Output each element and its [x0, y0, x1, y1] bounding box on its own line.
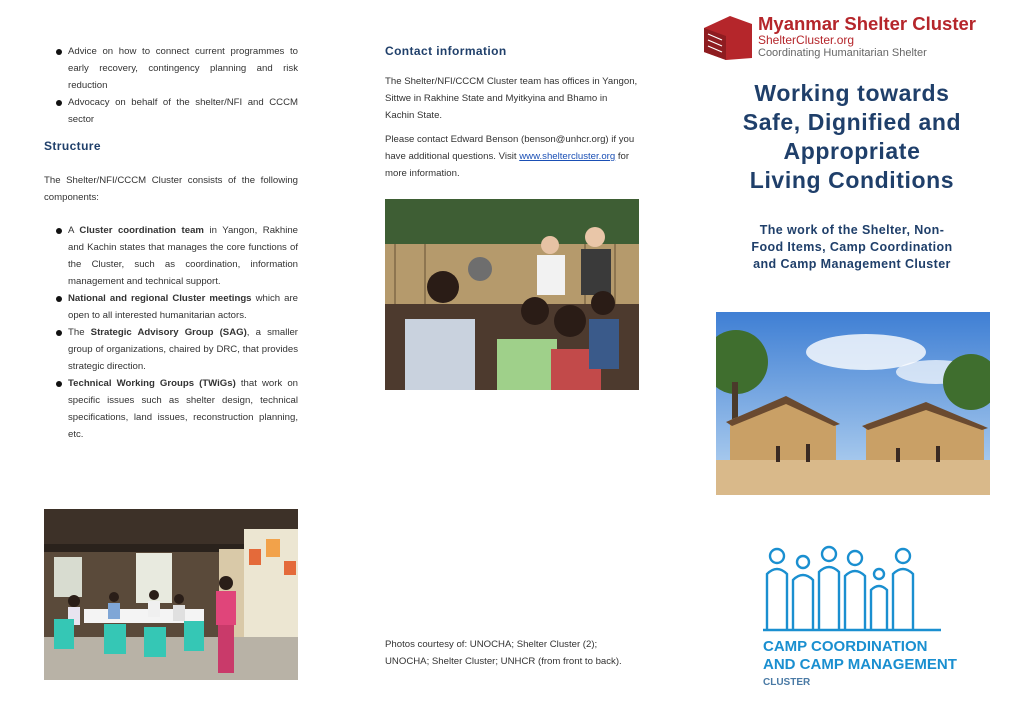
list-item: A Cluster coordination team in Yangon, Rakhine and Kachin states that manages the core functions of the Cluster, such as coordination, information management and technical support.: [44, 222, 298, 290]
structure-intro: The Shelter/NFI/CCCM Cluster consists of the following components:: [44, 175, 298, 203]
list-item: National and regional Cluster meetings which are open to all interested humanitarian actors.: [44, 290, 298, 324]
subtitle: The work of the Shelter, Non- Food Items, Camp Coordination and Camp Management Cluster: [751, 223, 953, 271]
advice-list: [44, 43, 298, 128]
structure-heading: Structure: [44, 139, 101, 153]
cccm-line1: CAMP COORDINATION: [763, 638, 928, 655]
photo-credits: Photos courtesy of: UNOCHA; Shelter Cluster (2); UNOCHA; Shelter Cluster; UNHCR (from front to back).: [385, 639, 622, 667]
meeting-photo: [44, 509, 298, 680]
org-site: ShelterCluster.org: [758, 33, 855, 47]
contact-text: Please contact Edward Benson (benson@unhcr.org) if you have additional questions. Visit www.sheltercluster.org for more information.: [385, 134, 635, 179]
components-list: [44, 222, 298, 443]
org-tagline: Coordinating Humanitarian Shelter: [758, 47, 927, 59]
page-title: Working towards Safe, Dignified and Appropriate Living Conditions: [742, 80, 962, 193]
crowd-photo: [385, 199, 639, 390]
list-item: Advocacy on behalf of the shelter/NFI and CCCM sector: [44, 94, 298, 128]
org-name: Myanmar Shelter Cluster: [758, 13, 976, 34]
cccm-line3: CLUSTER: [763, 677, 811, 688]
shelters-photo: [716, 312, 990, 495]
website-link[interactable]: www.sheltercluster.org: [519, 151, 616, 162]
offices-text: The Shelter/NFI/CCCM Cluster team has offices in Yangon, Sittwe in Rakhine State and Myitkyina and Bhamo in Kachin State.: [385, 76, 638, 121]
list-item: The Strategic Advisory Group (SAG), a smaller group of organizations, chaired by DRC, that provides strategic direction.: [44, 324, 298, 375]
contact-heading: Contact information: [385, 44, 507, 58]
list-item: Technical Working Groups (TWiGs) that work on specific issues such as shelter design, technical specifications, land issues, reconstruction planning, etc.: [44, 375, 298, 443]
people-icon: [763, 544, 943, 632]
house-icon: [700, 14, 756, 62]
cccm-line2: AND CAMP MANAGEMENT: [763, 656, 957, 673]
shelter-cluster-logo: [700, 14, 1024, 62]
cccm-logo: [763, 544, 957, 694]
list-item: Advice on how to connect current programmes to early recovery, contingency planning and risk reduction: [44, 43, 298, 94]
